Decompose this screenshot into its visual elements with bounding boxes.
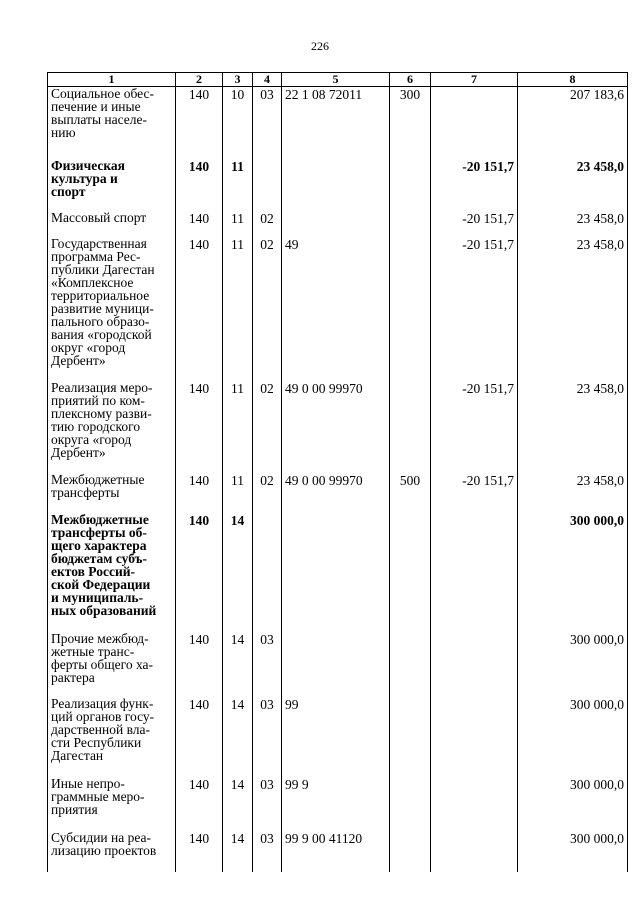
row-col7-cell: -20 151,7 xyxy=(431,211,518,237)
row-name-cell: Прочие межбюд- жетные транс- ферты общего ха- рактера xyxy=(48,632,176,697)
table-row xyxy=(48,632,628,697)
row-col4-cell: 03 xyxy=(253,777,282,831)
table-row xyxy=(48,831,628,872)
row-col3-cell: 14 xyxy=(223,632,253,697)
row-col6-cell xyxy=(390,381,431,473)
row-col2-cell: 140 xyxy=(176,697,223,777)
row-col3-cell: 14 xyxy=(223,831,253,872)
row-col5-cell: 49 xyxy=(282,237,390,381)
row-col5-cell: 49 0 00 99970 xyxy=(282,473,390,513)
row-col6-cell xyxy=(390,513,431,632)
row-col4-cell: 02 xyxy=(253,237,282,381)
table-row xyxy=(48,697,628,777)
table-row xyxy=(48,777,628,831)
table-row xyxy=(48,237,628,381)
header-col-4: 4 xyxy=(253,73,282,87)
row-name-cell: Межбюджетные трансферты xyxy=(48,473,176,513)
header-col-2: 2 xyxy=(176,73,223,87)
row-col5-cell: 99 9 00 41120 xyxy=(282,831,390,872)
row-col8-cell: 23 458,0 xyxy=(518,381,628,473)
row-col4-cell: 02 xyxy=(253,381,282,473)
budget-table xyxy=(47,72,628,872)
table-row xyxy=(48,513,628,632)
row-col5-cell xyxy=(282,632,390,697)
row-col6-cell xyxy=(390,777,431,831)
row-col8-cell: 23 458,0 xyxy=(518,159,628,211)
row-col6-cell xyxy=(390,237,431,381)
row-col7-cell xyxy=(431,697,518,777)
row-col5-cell: 49 0 00 99970 xyxy=(282,381,390,473)
row-col2-cell: 140 xyxy=(176,159,223,211)
row-col6-cell xyxy=(390,632,431,697)
row-col7-cell: -20 151,7 xyxy=(431,237,518,381)
row-col7-cell xyxy=(431,513,518,632)
row-col5-cell xyxy=(282,513,390,632)
row-col4-cell: 02 xyxy=(253,473,282,513)
header-col-8: 8 xyxy=(518,73,628,87)
row-col5-cell: 99 xyxy=(282,697,390,777)
row-col7-cell xyxy=(431,87,518,160)
row-col3-cell: 11 xyxy=(223,381,253,473)
row-name-cell: Массовый спорт xyxy=(48,211,176,237)
row-col2-cell: 140 xyxy=(176,87,223,160)
table-row xyxy=(48,87,628,160)
row-col7-cell: -20 151,7 xyxy=(431,159,518,211)
row-name-cell: Субсидии на реа- лизацию проектов xyxy=(48,831,176,872)
table-row xyxy=(48,473,628,513)
header-col-7: 7 xyxy=(431,73,518,87)
row-col8-cell: 300 000,0 xyxy=(518,513,628,632)
row-col6-cell xyxy=(390,159,431,211)
row-col3-cell: 10 xyxy=(223,87,253,160)
row-col4-cell: 03 xyxy=(253,831,282,872)
page-number: 226 xyxy=(311,39,329,53)
row-name-cell: Государственная программа Рес- публики Дагестан «Комплексное территориальное развитие муници- пального образо- вания «городской округ «город Дербент» xyxy=(48,237,176,381)
row-col2-cell: 140 xyxy=(176,211,223,237)
row-col3-cell: 14 xyxy=(223,777,253,831)
row-col8-cell: 207 183,6 xyxy=(518,87,628,160)
row-col2-cell: 140 xyxy=(176,831,223,872)
row-col2-cell: 140 xyxy=(176,777,223,831)
row-col5-cell: 99 9 xyxy=(282,777,390,831)
row-col8-cell: 23 458,0 xyxy=(518,211,628,237)
row-col2-cell: 140 xyxy=(176,513,223,632)
row-col5-cell: 22 1 08 72011 xyxy=(282,87,390,160)
row-col3-cell: 11 xyxy=(223,211,253,237)
table-row xyxy=(48,211,628,237)
header-col-6: 6 xyxy=(390,73,431,87)
row-col8-cell: 23 458,0 xyxy=(518,237,628,381)
row-col5-cell xyxy=(282,211,390,237)
row-name-cell: Реализация функ- ций органов госу- дарственной вла- сти Республики Дагестан xyxy=(48,697,176,777)
header-col-3: 3 xyxy=(223,73,253,87)
row-col3-cell: 14 xyxy=(223,513,253,632)
row-col2-cell: 140 xyxy=(176,632,223,697)
row-col7-cell xyxy=(431,831,518,872)
row-col4-cell: 02 xyxy=(253,211,282,237)
header-col-1: 1 xyxy=(48,73,176,87)
table-row xyxy=(48,381,628,473)
row-name-cell: Иные непро- граммные меро- приятия xyxy=(48,777,176,831)
row-col2-cell: 140 xyxy=(176,381,223,473)
row-col4-cell: 03 xyxy=(253,697,282,777)
row-col3-cell: 11 xyxy=(223,237,253,381)
header-col-5: 5 xyxy=(282,73,390,87)
row-col6-cell xyxy=(390,697,431,777)
row-name-cell: Социальное обес- печение и иные выплаты населе- нию xyxy=(48,87,176,160)
row-col3-cell: 11 xyxy=(223,159,253,211)
row-col4-cell: 03 xyxy=(253,632,282,697)
row-col4-cell xyxy=(253,513,282,632)
row-col6-cell: 300 xyxy=(390,87,431,160)
row-col8-cell: 300 000,0 xyxy=(518,831,628,872)
row-col4-cell: 03 xyxy=(253,87,282,160)
row-col2-cell: 140 xyxy=(176,237,223,381)
row-col8-cell: 300 000,0 xyxy=(518,697,628,777)
row-col7-cell: -20 151,7 xyxy=(431,473,518,513)
row-col8-cell: 300 000,0 xyxy=(518,777,628,831)
row-col6-cell xyxy=(390,831,431,872)
row-col3-cell: 11 xyxy=(223,473,253,513)
row-col7-cell xyxy=(431,632,518,697)
row-col6-cell xyxy=(390,211,431,237)
row-col4-cell xyxy=(253,159,282,211)
row-col7-cell xyxy=(431,777,518,831)
row-col5-cell xyxy=(282,159,390,211)
row-name-cell: Физическая культура и спорт xyxy=(48,159,176,211)
header-row xyxy=(48,73,628,87)
row-name-cell: Межбюджетные трансферты об- щего характера бюджетам субъ- ектов Россий- ской Федерации и муниципаль- ных образований xyxy=(48,513,176,632)
row-col2-cell: 140 xyxy=(176,473,223,513)
row-col8-cell: 23 458,0 xyxy=(518,473,628,513)
row-col7-cell: -20 151,7 xyxy=(431,381,518,473)
row-col8-cell: 300 000,0 xyxy=(518,632,628,697)
row-col3-cell: 14 xyxy=(223,697,253,777)
row-name-cell: Реализация меро- приятий по ком- плексному разви- тию городского округа «город Дербент» xyxy=(48,381,176,473)
row-col6-cell: 500 xyxy=(390,473,431,513)
table-row xyxy=(48,159,628,211)
